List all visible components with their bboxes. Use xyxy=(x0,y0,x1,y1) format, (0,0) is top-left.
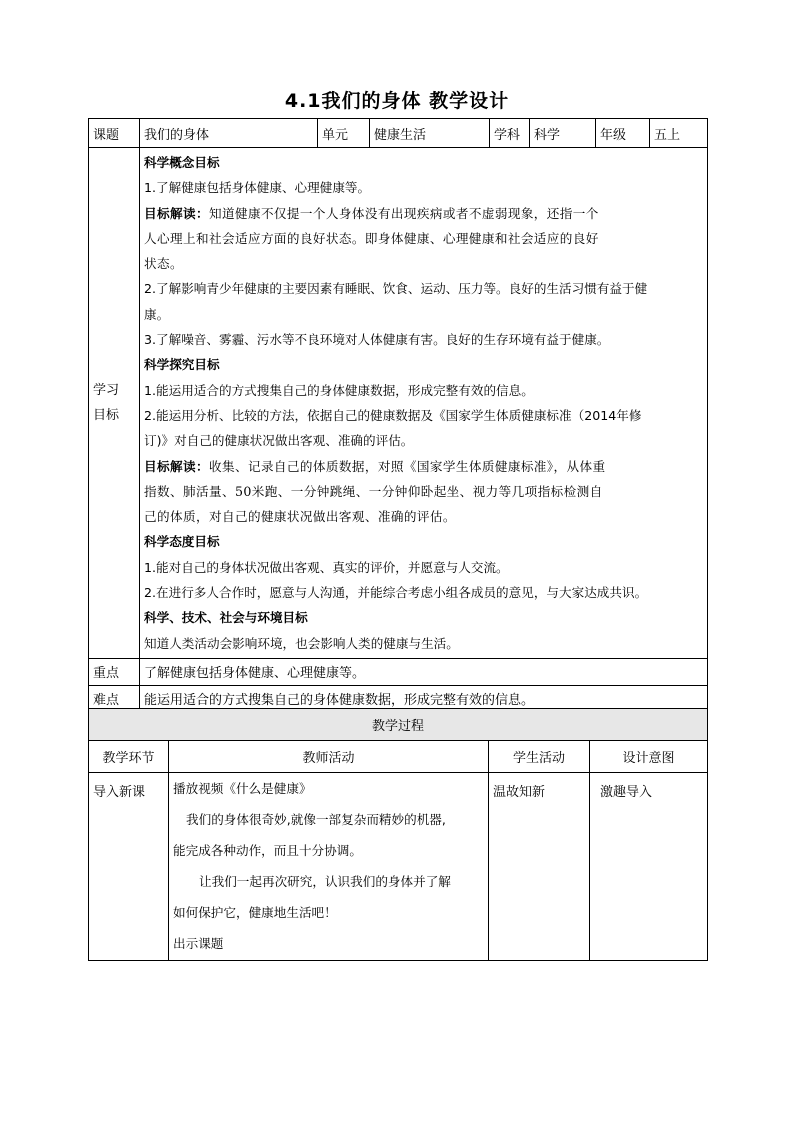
teacher-activity-line: 能完成各种动作，而且十分协调。 xyxy=(173,843,362,858)
teacher-activity-line: 出示课题 xyxy=(173,936,224,951)
goals-cell xyxy=(140,148,708,659)
column-header: 教学环节 xyxy=(89,741,169,773)
goals-label: 学习目标 xyxy=(89,148,140,659)
teacher-activity-line: 如何保护它，健康地生活吧！ xyxy=(173,905,337,920)
unit-label: 单元 xyxy=(318,119,370,148)
header-row xyxy=(89,119,708,148)
concept-goal-2: 2.了解影响青少年健康的主要因素有睡眠、饮食、运动、压力等。良好的生活习惯有益于健 xyxy=(144,281,648,297)
column-header: 教师活动 xyxy=(169,741,489,773)
grade-label: 年级 xyxy=(596,119,650,148)
attitude-goal-1: 1.能对自己的身体状况做出客观、真实的评价，并愿意与人交流。 xyxy=(144,559,509,575)
inquiry-interpretation: 目标解读：收集、记录自己的体质数据，对照《国家学生体质健康标准》，从体重 xyxy=(144,458,606,474)
subject-label: 学科 xyxy=(490,119,530,148)
teacher-activity-line: 播放视频《什么是健康》 xyxy=(173,781,312,796)
column-header: 设计意图 xyxy=(590,741,708,773)
grade-value: 五上 xyxy=(650,119,708,148)
unit-value: 健康生活 xyxy=(370,119,490,148)
concept-goal-1: 1.了解健康包括身体健康、心理健康等。 xyxy=(144,180,371,196)
inquiry-goal-heading: 科学探究目标 xyxy=(144,357,220,373)
topic-label: 课题 xyxy=(89,119,140,148)
column-header: 学生活动 xyxy=(489,741,590,773)
concept-goal-3: 3.了解噪音、雾霾、污水等不良环境对人体健康有害。良好的生存环境有益于健康。 xyxy=(144,332,610,348)
difficulty-label: 难点 xyxy=(89,685,140,712)
concept-goal-2-cont: 康。 xyxy=(144,306,170,322)
page-title: 4.1我们的身体 教学设计 xyxy=(284,90,510,112)
topic-value: 我们的身体 xyxy=(140,119,318,148)
inquiry-interpretation-line: 指数、肺活量、50米跑、一分钟跳绳、一分钟仰卧起坐、视力等几项指标检测自 xyxy=(144,483,603,499)
teacher-activity-line: 让我们一起再次研究，认识我们的身体并了解 xyxy=(199,874,451,889)
subject-value: 科学 xyxy=(530,119,596,148)
inquiry-goal-2: 2.能运用分析、比较的方法，依据自己的健康数据及《国家学生体质健康标准（2014年修 xyxy=(144,407,642,423)
concept-goal-heading: 科学概念目标 xyxy=(144,155,220,170)
interpretation-label: 目标解读： xyxy=(144,205,209,221)
concept-interpretation: 目标解读：知道健康不仅提一个人身体没有出现疾病或者不虚弱现象，还指一个 xyxy=(144,205,599,221)
key-point-label: 重点 xyxy=(89,658,140,685)
attitude-goal-2: 2.在进行多人合作时，愿意与人沟通，并能综合考虑小组各成员的意见，与大家达成共识。 xyxy=(144,585,648,601)
process-columns-row xyxy=(89,741,708,773)
student-activity-cell: 温故知新 xyxy=(489,773,590,961)
process-row xyxy=(89,773,708,961)
concept-interpretation-line: 人心理上和社会适应方面的良好状态。即身体健康、心理健康和社会适应的良好 xyxy=(144,230,599,246)
teacher-activity-line: 我们的身体很奇妙,就像一部复杂而精妙的机器, xyxy=(186,812,446,827)
sts-goal-1: 知道人类活动会影响环境，也会影响人类的健康与生活。 xyxy=(144,635,459,651)
teaching-process-table xyxy=(88,708,708,961)
interpretation-label: 目标解读： xyxy=(144,458,209,474)
difficulty-value: 能运用适合的方式搜集自己的身体健康数据，形成完整有效的信息。 xyxy=(140,685,708,712)
inquiry-interpretation-line: 己的体质，对自己的健康状况做出客观、准确的评估。 xyxy=(144,509,456,525)
key-point-value: 了解健康包括身体健康、心理健康等。 xyxy=(140,658,708,685)
stage-cell: 导入新课 xyxy=(89,773,169,961)
concept-interpretation-line: 状态。 xyxy=(144,256,183,272)
goals-row xyxy=(89,148,708,659)
process-header: 教学过程 xyxy=(89,709,708,741)
process-header-row xyxy=(89,709,708,741)
teacher-activity-cell xyxy=(169,773,489,961)
design-intent-cell: 激趣导入 xyxy=(590,773,708,961)
attitude-goal-heading: 科学态度目标 xyxy=(144,534,220,550)
sts-goal-heading: 科学、技术、社会与环境目标 xyxy=(144,610,308,626)
inquiry-goal-1: 1.能运用适合的方式搜集自己的身体健康数据，形成完整有效的信息。 xyxy=(144,382,534,398)
key-point-row xyxy=(89,658,708,685)
lesson-info-table xyxy=(88,118,708,713)
inquiry-goal-2-cont: 订)》对自己的健康状况做出客观、准确的评估。 xyxy=(144,433,414,449)
